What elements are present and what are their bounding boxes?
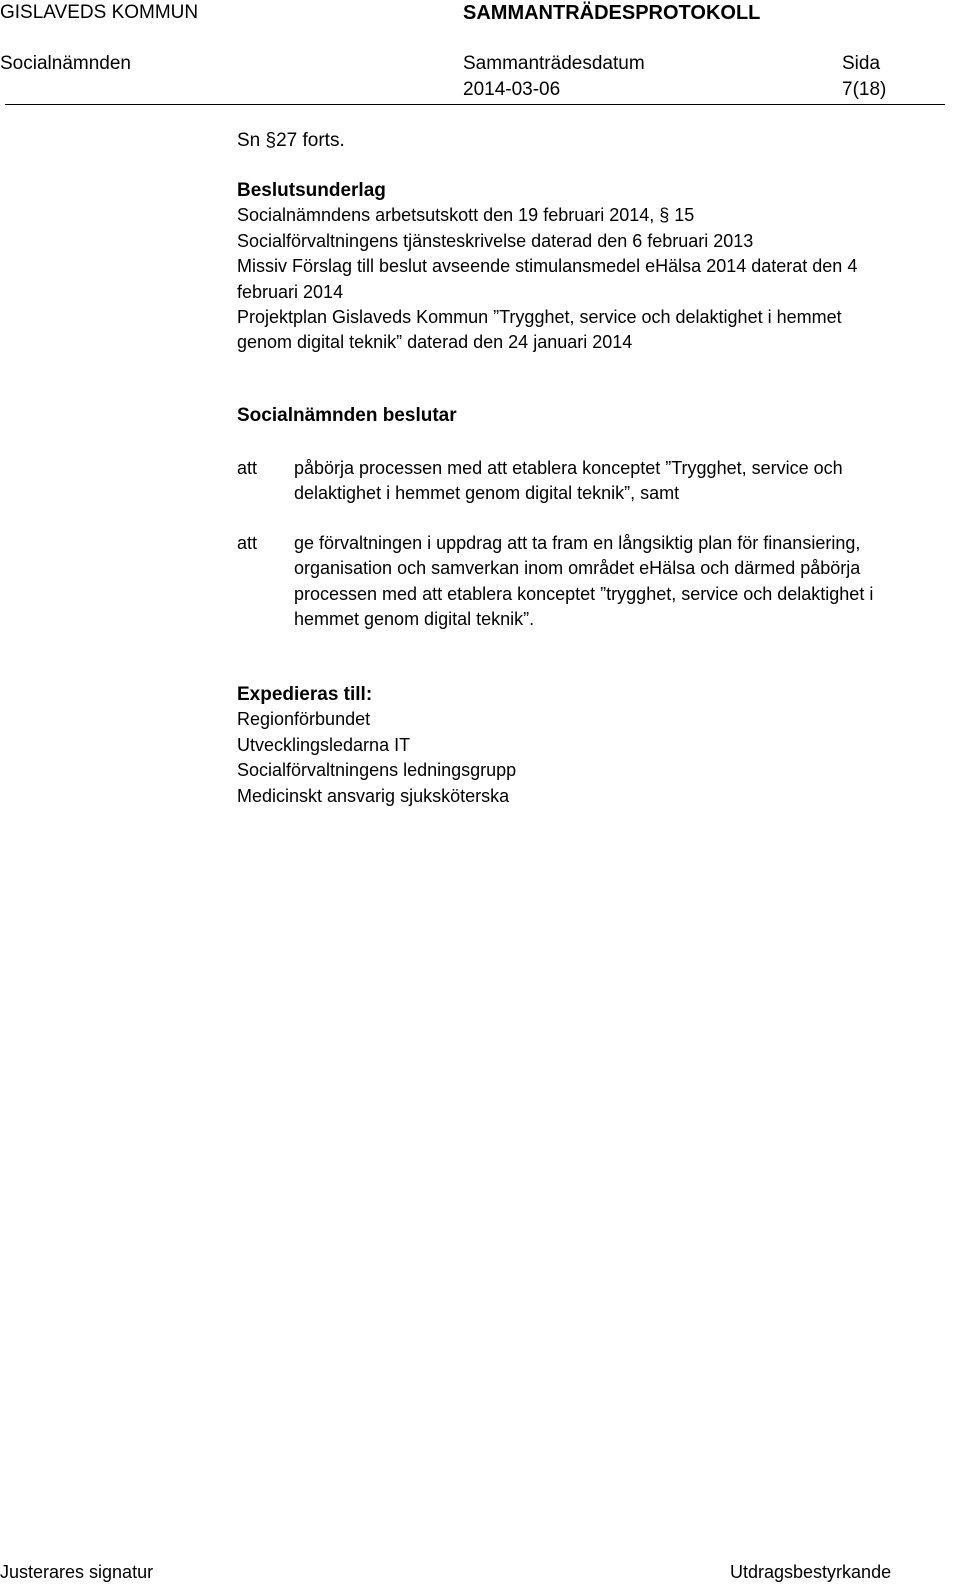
beslutsunderlag-heading: Beslutsunderlag [237,180,386,201]
distribution-section [237,682,516,809]
basis-line: Missiv Förslag till beslut avseende stimulansmedel eHälsa 2014 daterat den 4 [237,256,858,277]
basis-line: februari 2014 [237,281,344,302]
recipient: Utvecklingsledarna IT [237,734,411,755]
beslutsunderlag-section [237,178,857,356]
page-label: Sida [842,53,881,74]
basis-line: Projektplan Gislaveds Kommun ”Trygghet, service och delaktighet i hemmet [237,307,842,328]
page-number: 7(18) [842,79,887,100]
footer-signature-label: Justerares signatur [0,1562,154,1582]
decision-label: att [237,458,258,478]
recipient: Medicinskt ansvarig sjuksköterska [237,785,510,806]
basis-line: Socialnämndens arbetsutskott den 19 februari 2014, § 15 [237,205,695,226]
footer-certification-label: Utdragsbestyrkande [730,1562,892,1582]
meeting-date-label: Sammanträdesdatum [463,53,645,74]
decision-text: påbörja processen med att etablera konceptet ”Trygghet, service och delaktighet i hemmet genom digital teknik”, samt [294,458,843,504]
section-reference: Sn §27 forts. [237,130,345,151]
header-divider [5,104,945,105]
meeting-date-value: 2014-03-06 [463,79,561,100]
distribution-heading: Expedieras till: [237,684,373,705]
municipality-name: GISLAVEDS KOMMUN [0,2,199,23]
recipient: Socialförvaltningens ledningsgrupp [237,760,517,781]
basis-line: genom digital teknik” daterad den 24 januari 2014 [237,332,633,353]
basis-line: Socialförvaltningens tjänsteskrivelse daterad den 6 februari 2013 [237,230,754,251]
recipient: Regionförbundet [237,709,371,730]
decision-text: ge förvaltningen i uppdrag att ta fram en långsiktig plan för finansiering, organisation och samverkan inom området eHälsa och därmed påbörja processen med att etablera konceptet ”trygghet, service och delaktighet i hemmet genom digital teknik”. [294,533,874,630]
committee-name: Socialnämnden [0,53,131,74]
protocol-title: SAMMANTRÄDESPROTOKOLL [463,2,761,24]
decision-label: att [237,533,258,553]
decision-heading: Socialnämnden beslutar [237,405,457,426]
